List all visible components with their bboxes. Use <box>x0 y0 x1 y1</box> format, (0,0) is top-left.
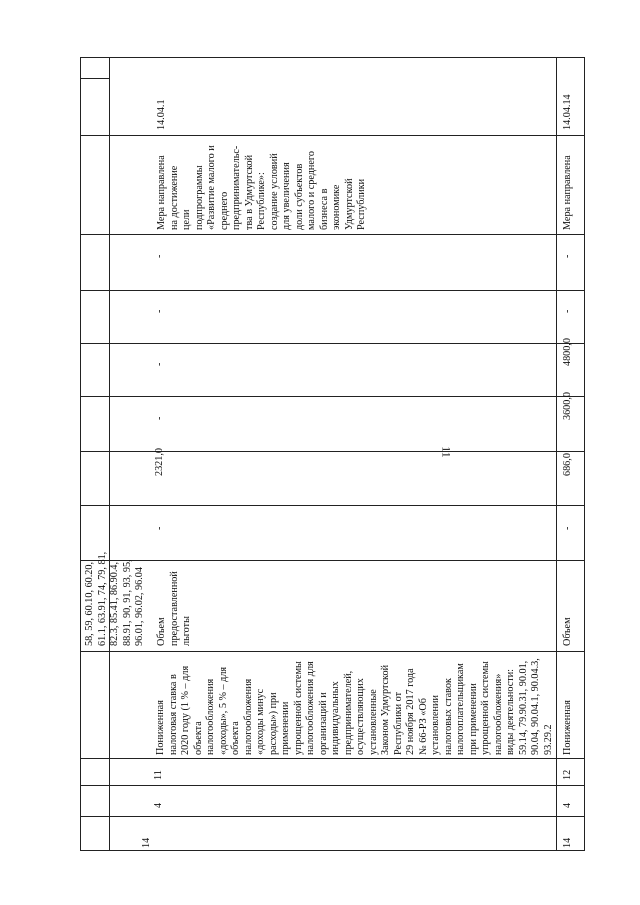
row1-value1: - <box>154 526 165 530</box>
row2-col2: 4 <box>562 802 573 808</box>
row2-col3: 12 <box>562 769 573 780</box>
col-divider <box>81 343 584 344</box>
row2-value6: - <box>562 254 573 258</box>
col-divider <box>81 816 584 817</box>
row1-value2: 2321,0 <box>154 447 165 476</box>
row2-value1: - <box>562 526 573 530</box>
col-divider <box>81 135 584 136</box>
col-divider <box>81 290 584 291</box>
col-divider <box>81 651 584 652</box>
row1-code: 14.04.1 <box>156 99 167 130</box>
row2-value2: 686,0 <box>562 453 573 476</box>
row1-value3: - <box>154 416 165 420</box>
page-number: 11 <box>439 446 454 458</box>
data-table <box>80 57 585 851</box>
row2-value4: 4800,0 <box>562 337 573 366</box>
row1-col2: 4 <box>153 802 164 808</box>
row1-value4: - <box>154 362 165 366</box>
row2-goal: Мера направлена <box>562 155 573 230</box>
col-divider <box>81 505 584 506</box>
continuation-codes: 58, 59, 60.10, 60.20, 61.1, 63.91, 74, 79, 81, 82.3, 85.41, 86.90.4, 88.91, 90, 91, 93, 95, 96.01, 96.02, 96.04 <box>84 551 145 646</box>
row1-col1: 14 <box>141 837 152 848</box>
row2-value3: 3600,0 <box>562 391 573 420</box>
row-divider-middle <box>556 58 557 850</box>
row1-goal: Мера направлена на достижение цели подпрограммы «Развитие малого и среднего предпринимательс- тва в Удмуртской Республике»: создание условий для увеличения доли субъектов малого и среднего бизнеса в экономике Удмуртской Республики <box>156 145 367 230</box>
row2-value5: - <box>562 309 573 313</box>
row1-indicator: Объем предоставленной льготы <box>156 571 192 646</box>
row1-value6: - <box>154 254 165 258</box>
row2-indicator: Объем <box>562 617 573 646</box>
row-divider-top <box>109 58 110 850</box>
col-divider <box>81 560 584 561</box>
col-divider <box>81 396 584 397</box>
row1-col3: 11 <box>153 770 164 780</box>
row1-value5: - <box>154 309 165 313</box>
col-divider <box>81 758 584 759</box>
row1-description: Пониженная налоговая ставка в 2020 году (1 % – для объекта налогообложения «доходы», 5 % – для объекта налогообложения «доходы минус расходы») при применении упрощенной системы налогообложения для организаций и индивидуальных предпринимателей, осуществляющих установленные Законом Удмуртской Республики от 29 ноября 2017 года № 66-РЗ «Об установлении налоговых ставок налогоплательщикам при применении упрощенной системы налогообложения» виды деятельности: 59.14, 79.90.31, 90.01, 90.04, 90.04.1, 90.04.3, 93.29.2 <box>155 658 554 755</box>
row2-code: 14.04.14 <box>562 94 573 130</box>
col-divider <box>81 234 584 235</box>
row2-description: Пониженная <box>562 700 573 755</box>
row2-col1: 14 <box>562 837 573 848</box>
col-divider <box>81 785 584 786</box>
col-divider <box>81 78 109 79</box>
